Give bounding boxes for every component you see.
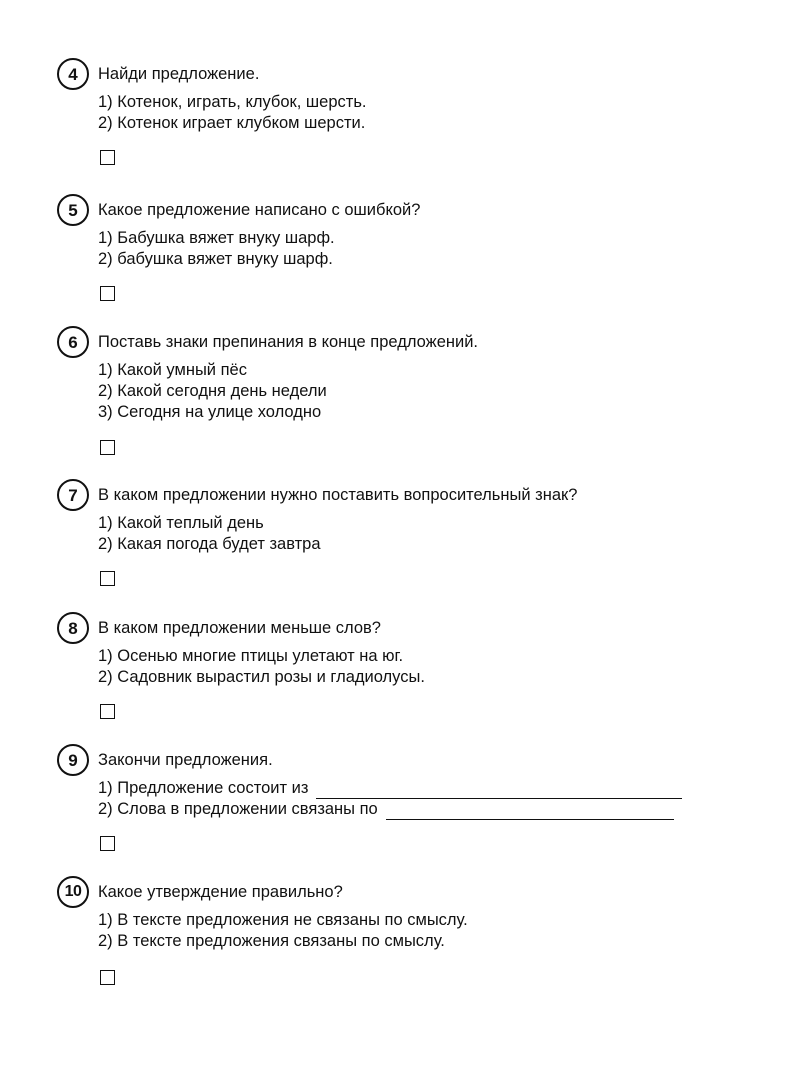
task-number-badge: 5 bbox=[57, 194, 89, 226]
option-1: 1) В тексте предложения не связаны по смыслу. bbox=[98, 911, 468, 929]
answer-checkbox[interactable] bbox=[100, 970, 115, 985]
options-list bbox=[98, 360, 327, 423]
question-text: В каком предложении нужно поставить вопросительный знак? bbox=[98, 486, 578, 504]
option-1-text: 1) Предложение состоит из bbox=[98, 779, 309, 797]
task-number-badge: 8 bbox=[57, 612, 89, 644]
answer-line-2[interactable] bbox=[386, 803, 674, 820]
answer-checkbox[interactable] bbox=[100, 704, 115, 719]
task-number-badge: 9 bbox=[57, 744, 89, 776]
options-list bbox=[98, 513, 321, 555]
question-text: Найди предложение. bbox=[98, 65, 260, 83]
question-text: Какое утверждение правильно? bbox=[98, 883, 343, 901]
answer-checkbox[interactable] bbox=[100, 150, 115, 165]
option-2: 2) Какая погода будет завтра bbox=[98, 535, 321, 553]
answer-checkbox[interactable] bbox=[100, 440, 115, 455]
question-text: В каком предложении меньше слов? bbox=[98, 619, 381, 637]
task-number-badge: 7 bbox=[57, 479, 89, 511]
option-3: 3) Сегодня на улице холодно bbox=[98, 403, 322, 421]
option-2: 2) Котенок играет клубком шерсти. bbox=[98, 114, 366, 132]
option-2-text: 2) Слова в предложении связаны по bbox=[98, 800, 378, 818]
answer-checkbox[interactable] bbox=[100, 286, 115, 301]
option-1: 1) Какой теплый день bbox=[98, 514, 264, 532]
option-2 bbox=[98, 799, 682, 820]
option-1: 1) Котенок, играть, клубок, шерсть. bbox=[98, 93, 367, 111]
task-number-badge: 4 bbox=[57, 58, 89, 90]
option-2: 2) бабушка вяжет внуку шарф. bbox=[98, 250, 333, 268]
option-2: 2) Какой сегодня день недели bbox=[98, 382, 327, 400]
options-list bbox=[98, 910, 468, 952]
option-1: 1) Какой умный пёс bbox=[98, 361, 247, 379]
option-1: 1) Осенью многие птицы улетают на юг. bbox=[98, 647, 404, 665]
options-list bbox=[98, 92, 367, 134]
options-list bbox=[98, 778, 682, 820]
option-1 bbox=[98, 778, 682, 799]
option-2: 2) В тексте предложения связаны по смыслу. bbox=[98, 932, 445, 950]
question-text: Закончи предложения. bbox=[98, 751, 273, 769]
question-text: Поставь знаки препинания в конце предложений. bbox=[98, 333, 478, 351]
option-2: 2) Садовник вырастил розы и гладиолусы. bbox=[98, 668, 425, 686]
answer-checkbox[interactable] bbox=[100, 571, 115, 586]
answer-line-1[interactable] bbox=[316, 782, 682, 799]
task-number-badge: 10 bbox=[57, 876, 89, 908]
options-list bbox=[98, 228, 335, 270]
question-text: Какое предложение написано с ошибкой? bbox=[98, 201, 421, 219]
options-list bbox=[98, 646, 425, 688]
option-1: 1) Бабушка вяжет внуку шарф. bbox=[98, 229, 335, 247]
answer-checkbox[interactable] bbox=[100, 836, 115, 851]
task-number-badge: 6 bbox=[57, 326, 89, 358]
